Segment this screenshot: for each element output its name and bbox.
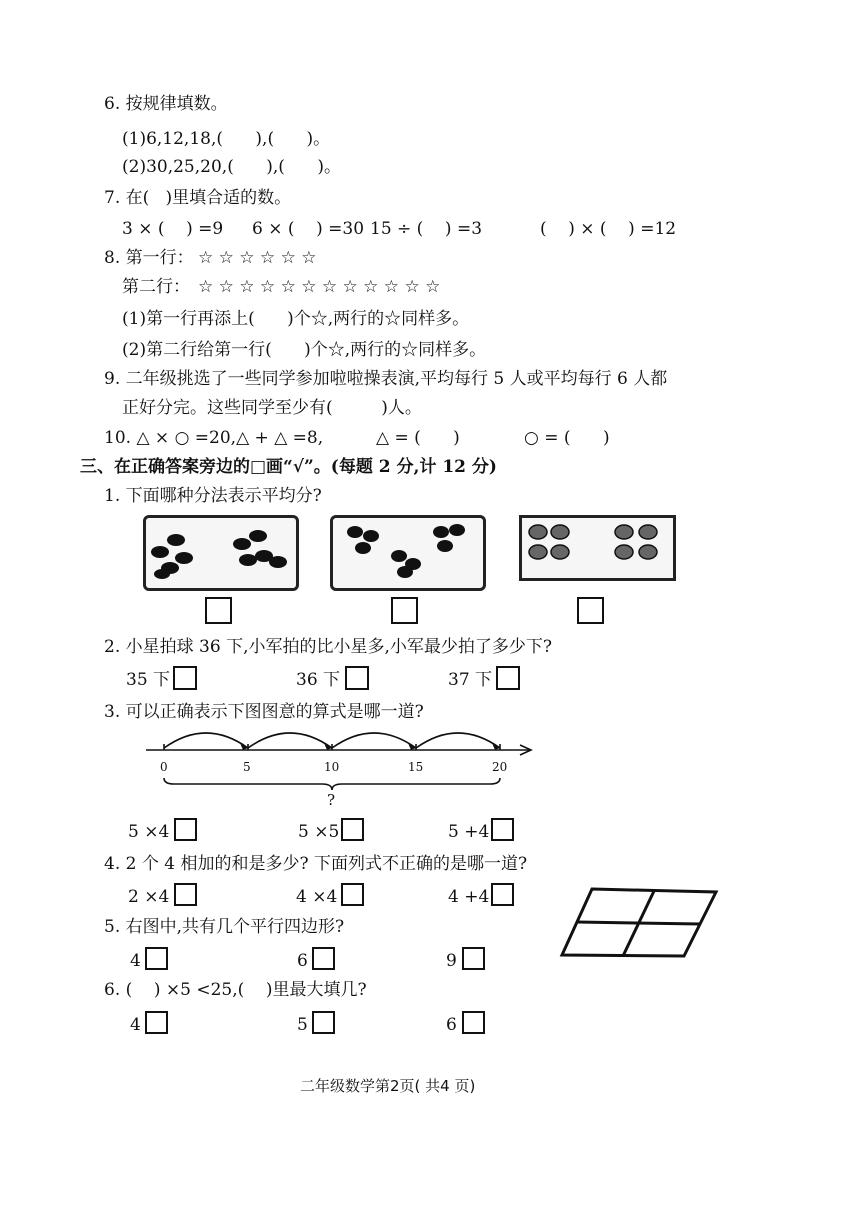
s3-checkbox-b[interactable] bbox=[341, 818, 364, 841]
s2-option-b-label: 36 下 bbox=[296, 670, 341, 690]
s4-checkbox-c[interactable] bbox=[491, 883, 514, 906]
tick-label-15: 15 bbox=[408, 760, 424, 774]
s6-checkbox-b[interactable] bbox=[312, 1011, 335, 1034]
s2-checkbox-a[interactable] bbox=[173, 666, 197, 690]
s4-option-a-label: 2 ×4 bbox=[128, 887, 170, 907]
s6-checkbox-c[interactable] bbox=[462, 1011, 485, 1034]
s5-checkbox-b[interactable] bbox=[312, 947, 335, 970]
s5-checkbox-a[interactable] bbox=[145, 947, 168, 970]
s4-option-c-label: 4 +4 bbox=[448, 887, 490, 907]
s3-option-c-label: 5 +4 bbox=[448, 822, 490, 842]
q7-expr-a: 3 × ( ) =9 bbox=[122, 219, 224, 239]
tick-label-10: 10 bbox=[324, 760, 340, 774]
s3-option-a-label: 5 ×4 bbox=[128, 822, 170, 842]
s2-checkbox-c[interactable] bbox=[496, 666, 520, 690]
q10-c: ○ = ( ) bbox=[524, 428, 610, 448]
s5-title: 5. 右图中,共有几个平行四边形? bbox=[104, 917, 345, 937]
q7-title: 7. 在( )里填合适的数。 bbox=[104, 188, 292, 208]
s6-option-b-label: 5 bbox=[297, 1015, 308, 1035]
s5-option-b-label: 6 bbox=[297, 951, 308, 971]
q6-line1: (1)6,12,18,( ),( )。 bbox=[122, 129, 331, 149]
s2-checkbox-b[interactable] bbox=[345, 666, 369, 690]
s1-checkbox-c[interactable] bbox=[577, 597, 604, 624]
s6-title: 6. ( ) ×5 <25,( )里最大填几? bbox=[104, 980, 367, 1000]
s4-checkbox-b[interactable] bbox=[341, 883, 364, 906]
parallelogram-grid-figure bbox=[560, 886, 720, 961]
tick-label-0: 0 bbox=[160, 760, 168, 774]
q10-b: △ = ( ) bbox=[376, 428, 460, 448]
tick-label-20: 20 bbox=[492, 760, 508, 774]
number-line-diagram bbox=[140, 722, 540, 802]
fruit-picture-a bbox=[143, 515, 299, 591]
fruit-clusters-a-image bbox=[146, 518, 296, 588]
s4-option-b-label: 4 ×4 bbox=[296, 887, 338, 907]
q9-line1: 9. 二年级挑选了一些同学参加啦啦操表演,平均每行 5 人或平均每行 6 人都 bbox=[104, 369, 668, 389]
s2-title: 2. 小星拍球 36 下,小军拍的比小星多,小军最少拍了多少下? bbox=[104, 637, 552, 657]
brace-label: ? bbox=[327, 791, 336, 809]
q8-row2-label: 第二行： bbox=[122, 277, 190, 297]
s6-option-c-label: 6 bbox=[446, 1015, 457, 1035]
q7-expr-b: 6 × ( ) =30 bbox=[252, 219, 365, 239]
s5-option-c-label: 9 bbox=[446, 951, 457, 971]
section3-title: 三、在正确答案旁边的□画“√”。(每题 2 分,计 12 分) bbox=[80, 457, 497, 477]
food-picture-c bbox=[519, 515, 676, 581]
q8-row1-label: 8. 第一行： bbox=[104, 248, 194, 268]
s1-title: 1. 下面哪种分法表示平均分? bbox=[104, 486, 322, 506]
s1-checkbox-b[interactable] bbox=[391, 597, 418, 624]
fruit-picture-b bbox=[330, 515, 486, 591]
s3-title: 3. 可以正确表示下图图意的算式是哪一道? bbox=[104, 702, 424, 722]
s5-checkbox-c[interactable] bbox=[462, 947, 485, 970]
q6-line2: (2)30,25,20,( ),( )。 bbox=[122, 157, 341, 177]
page-footer: 二年级数学第2页( 共4 页) bbox=[300, 1077, 476, 1095]
q9-line2: 正好分完。这些同学至少有( )人。 bbox=[122, 398, 422, 418]
s3-checkbox-a[interactable] bbox=[174, 818, 197, 841]
s5-option-a-label: 4 bbox=[130, 951, 141, 971]
s4-checkbox-a[interactable] bbox=[174, 883, 197, 906]
s2-option-c-label: 37 下 bbox=[448, 670, 493, 690]
q8-row1-stars: ☆ ☆ ☆ ☆ ☆ ☆ bbox=[198, 248, 317, 268]
q8-sub2: (2)第二行给第一行( )个☆,两行的☆同样多。 bbox=[122, 340, 487, 360]
q8-row2-stars: ☆ ☆ ☆ ☆ ☆ ☆ ☆ ☆ ☆ ☆ ☆ ☆ bbox=[198, 277, 441, 297]
q7-expr-d: ( ) × ( ) =12 bbox=[540, 219, 677, 239]
tick-label-5: 5 bbox=[243, 760, 251, 774]
q7-expr-c: 15 ÷ ( ) =3 bbox=[370, 219, 483, 239]
s1-checkbox-a[interactable] bbox=[205, 597, 232, 624]
q8-sub1: (1)第一行再添上( )个☆,两行的☆同样多。 bbox=[122, 309, 470, 329]
s2-option-a-label: 35 下 bbox=[126, 670, 171, 690]
food-groups-c-image bbox=[522, 518, 672, 578]
s3-option-b-label: 5 ×5 bbox=[298, 822, 340, 842]
q10-a: 10. △ × ○ =20,△ + △ =8, bbox=[104, 428, 324, 448]
s6-checkbox-a[interactable] bbox=[145, 1011, 168, 1034]
s3-checkbox-c[interactable] bbox=[491, 818, 514, 841]
s4-title: 4. 2 个 4 相加的和是多少? 下面列式不正确的是哪一道? bbox=[104, 854, 528, 874]
q6-title: 6. 按规律填数。 bbox=[104, 94, 228, 114]
fruit-clusters-b-image bbox=[333, 518, 483, 588]
s6-option-a-label: 4 bbox=[130, 1015, 141, 1035]
